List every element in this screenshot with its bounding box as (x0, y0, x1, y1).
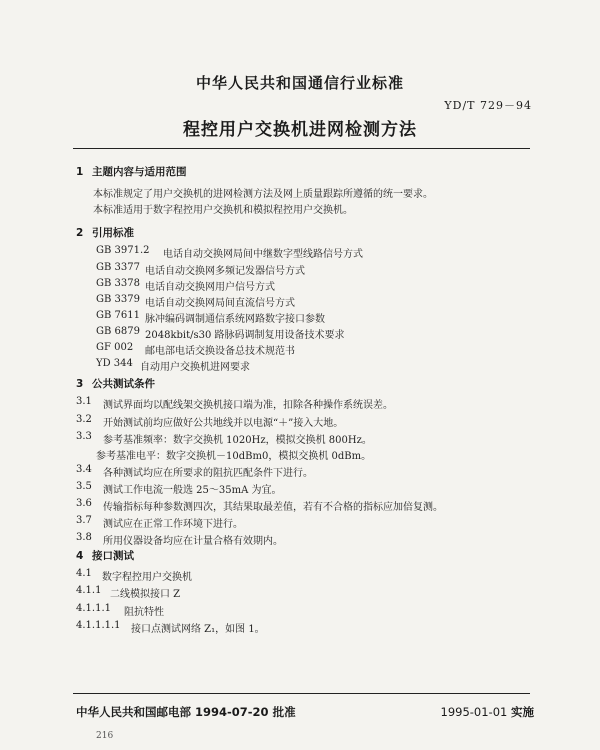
section-3-heading (76, 376, 155, 391)
document-title: 程控用户交换机进网检测方法 (183, 120, 417, 140)
clause-number: 4.1.1.1 (76, 603, 111, 614)
clause-text: 阻抗特性 (124, 607, 164, 618)
reference-code: YD 344 (96, 358, 133, 369)
clause-number: 3.7 (76, 515, 92, 526)
section-1-heading (76, 164, 187, 179)
reference-title: 自动用户交换机进网要求 (140, 362, 250, 373)
clause-text: 接口点测试网络 Z₁，如图 1。 (131, 624, 265, 635)
section-2-heading (76, 225, 134, 240)
section-1-paragraph: 本标准适用于数字程控用户交换机和模拟程控用户交换机。 (93, 205, 353, 216)
clause-number: 4.1 (76, 568, 92, 579)
section-3-number: 3 (76, 378, 84, 390)
clause-number: 4.1.1 (76, 585, 102, 596)
effective-line (441, 704, 535, 720)
clause-text: 二线模拟接口 Z (110, 589, 181, 600)
clause-number: 3.5 (76, 481, 92, 492)
section-4-number: 4 (76, 550, 84, 562)
section-4-title: 接口测试 (92, 550, 134, 562)
reference-title: 脉冲编码调制通信系统网路数字接口参数 (145, 314, 325, 325)
clause-text: 测试界面均以配线架交换机接口端为准，扣除各种操作系统误差。 (103, 400, 393, 411)
issuing-organization: 中华人民共和国通信行业标准 (195, 74, 404, 92)
clause-text: 参考基准电平：数字交换机－10dBm0，模拟交换机 0dBm。 (96, 451, 372, 462)
reference-code: GB 3377 (96, 262, 140, 273)
clause-number: 3.3 (76, 431, 92, 442)
clause-text: 测试应在正常工作环境下进行。 (103, 519, 243, 530)
section-1-number: 1 (76, 166, 84, 178)
reference-code: GB 3379 (96, 294, 140, 305)
header-divider (73, 148, 530, 149)
section-3-title: 公共测试条件 (92, 378, 155, 390)
clause-text: 开始测试前均应做好公共地线并以电源“＋”接入大地。 (103, 418, 344, 429)
reference-title: 电话自动交换网用户信号方式 (145, 282, 275, 293)
reference-code: GB 3971.2 (96, 245, 150, 256)
reference-title: 电话自动交换网局间直流信号方式 (145, 298, 295, 309)
clause-text: 参考基准频率：数字交换机 1020Hz，模拟交换机 800Hz。 (103, 435, 372, 446)
clause-text: 数字程控用户交换机 (102, 572, 192, 583)
standard-code: YD/T 729－94 (444, 99, 532, 112)
page-number: 216 (96, 731, 114, 741)
section-2-number: 2 (76, 227, 84, 239)
reference-title: 邮电部电话交换设备总技术规范书 (145, 346, 295, 357)
effective-label: 实施 (511, 705, 534, 719)
clause-number: 3.1 (76, 396, 92, 407)
clause-number: 3.4 (76, 464, 92, 475)
approval-line: 中华人民共和国邮电部 1994-07-20 批准 (76, 705, 296, 719)
reference-title: 2048kbit/s30 路脉码调制复用设备技术要求 (145, 330, 345, 341)
clause-text: 测试工作电流一般选 25～35mA 为宜。 (103, 485, 282, 496)
clause-number: 4.1.1.1.1 (76, 620, 121, 631)
reference-code: GB 6879 (96, 326, 140, 337)
clause-text: 各种测试均应在所要求的阻抗匹配条件下进行。 (103, 468, 313, 479)
section-2-title: 引用标准 (92, 227, 134, 239)
clause-number: 3.2 (76, 414, 92, 425)
footer-divider (73, 693, 530, 694)
effective-date: 1995-01-01 (440, 705, 508, 719)
clause-number: 3.8 (76, 532, 92, 543)
reference-code: GB 7611 (96, 310, 140, 321)
reference-title: 电话自动交换网多频记发器信号方式 (145, 266, 305, 277)
section-1-title: 主题内容与适用范围 (92, 166, 187, 178)
section-1-paragraph: 本标准规定了用户交换机的进网检测方法及网上质量跟踪所遵循的统一要求。 (93, 189, 433, 200)
section-4-heading (76, 548, 134, 563)
clause-text: 传输指标每种参数测四次，其结果取最差值，若有不合格的指标应加倍复测。 (103, 502, 443, 513)
reference-code: GF 002 (96, 342, 134, 353)
reference-title: 电话自动交换网局间中继数字型线路信号方式 (163, 249, 363, 260)
clause-number: 3.6 (76, 498, 92, 509)
reference-code: GB 3378 (96, 278, 140, 289)
clause-text: 所用仪器设备均应在计量合格有效期内。 (103, 536, 283, 547)
